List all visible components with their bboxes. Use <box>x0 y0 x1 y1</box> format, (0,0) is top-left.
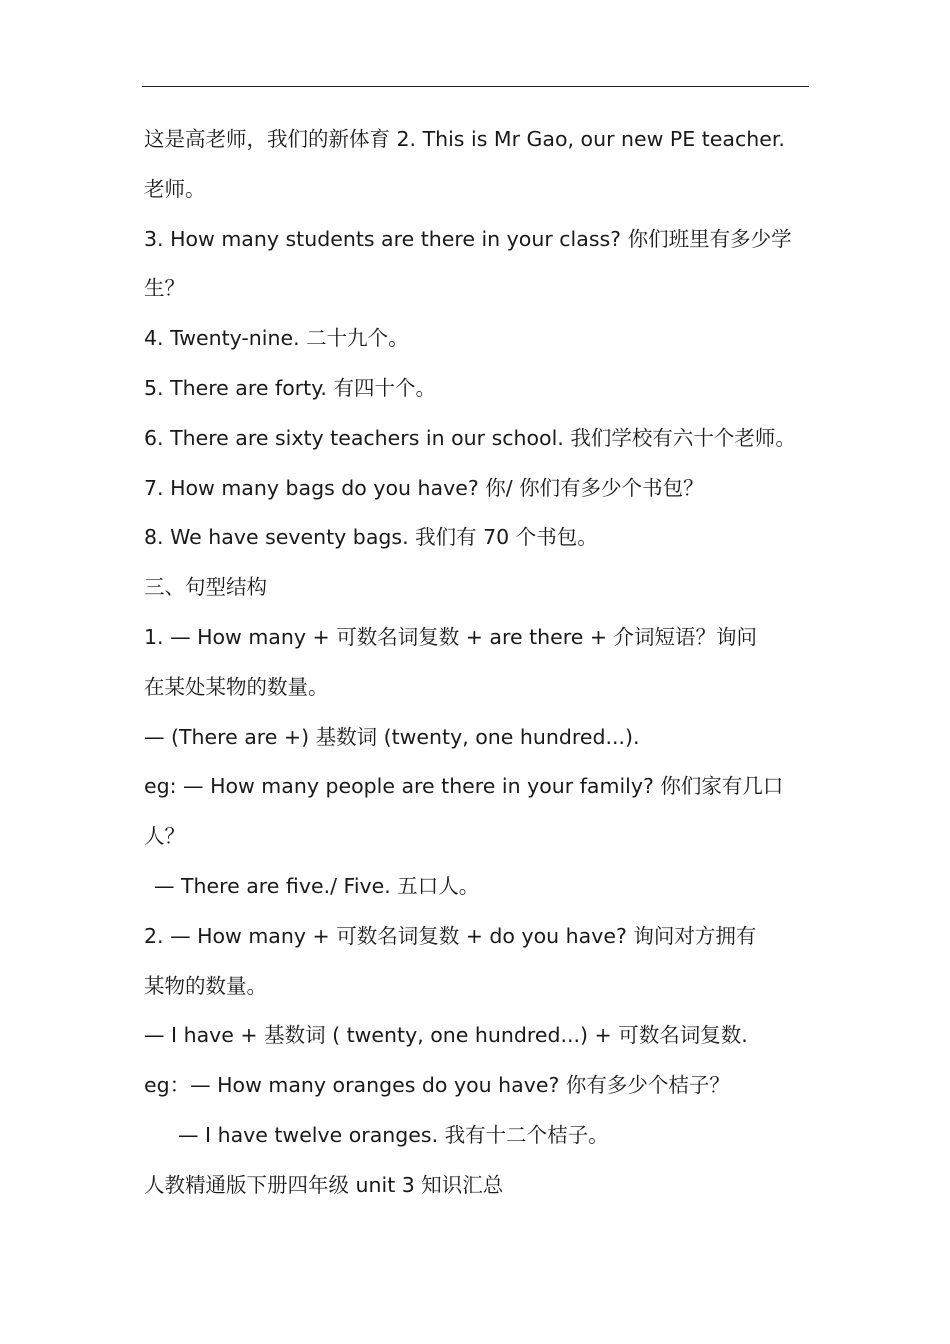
text-line-3: 3. How many students are there in your class? 你们班里有多少学 <box>144 226 792 251</box>
text-line-5: 4. Twenty-nine. 二十九个。 <box>144 326 409 351</box>
text-line-11: 1. — How many + 可数名词复数 + are there + 介词短语？询问 <box>144 624 758 649</box>
text-line-13: — (There are +) 基数词 (twenty, one hundred...). <box>144 724 640 749</box>
text-line-2: 老师。 <box>144 176 206 201</box>
text-line-15: 人？ <box>144 824 185 849</box>
text-line-7: 6. There are sixty teachers in our school. 我们学校有六十个老师。 <box>144 425 796 450</box>
text-line-16: — There are five./ Five. 五口人。 <box>154 873 480 898</box>
text-line-12: 在某处某物的数量。 <box>144 674 329 699</box>
header-rule <box>142 86 809 87</box>
text-line-1: 这是高老师，我们的新体育 2. This is Mr Gao, our new PE teacher. <box>144 127 785 151</box>
footer-title: 人教精通版下册四年级 unit 3 知识汇总 <box>144 1172 504 1197</box>
text-line-19: — I have + 基数词 ( twenty, one hundred...) + 可数名词复数. <box>144 1023 748 1048</box>
text-line-17: 2. — How many + 可数名词复数 + do you have? 询问对方拥有 <box>144 923 757 948</box>
section-heading: 三、句型结构 <box>144 575 267 600</box>
text-line-8: 7. How many bags do you have? 你/ 你们有多少个书包？ <box>144 475 704 500</box>
text-line-21: — I have twelve oranges. 我有十二个桔子。 <box>178 1122 609 1147</box>
text-line-20: eg：— How many oranges do you have? 你有多少个桔子？ <box>144 1073 730 1098</box>
text-line-18: 某物的数量。 <box>144 973 267 998</box>
text-line-9: 8. We have seventy bags. 我们有 70 个书包。 <box>144 525 598 550</box>
text-line-14: eg: — How many people are there in your family? 你们家有几口 <box>144 774 784 799</box>
text-line-4: 生？ <box>144 276 185 301</box>
text-line-6: 5. There are forty. 有四十个。 <box>144 375 436 400</box>
document-body <box>144 115 814 1211</box>
